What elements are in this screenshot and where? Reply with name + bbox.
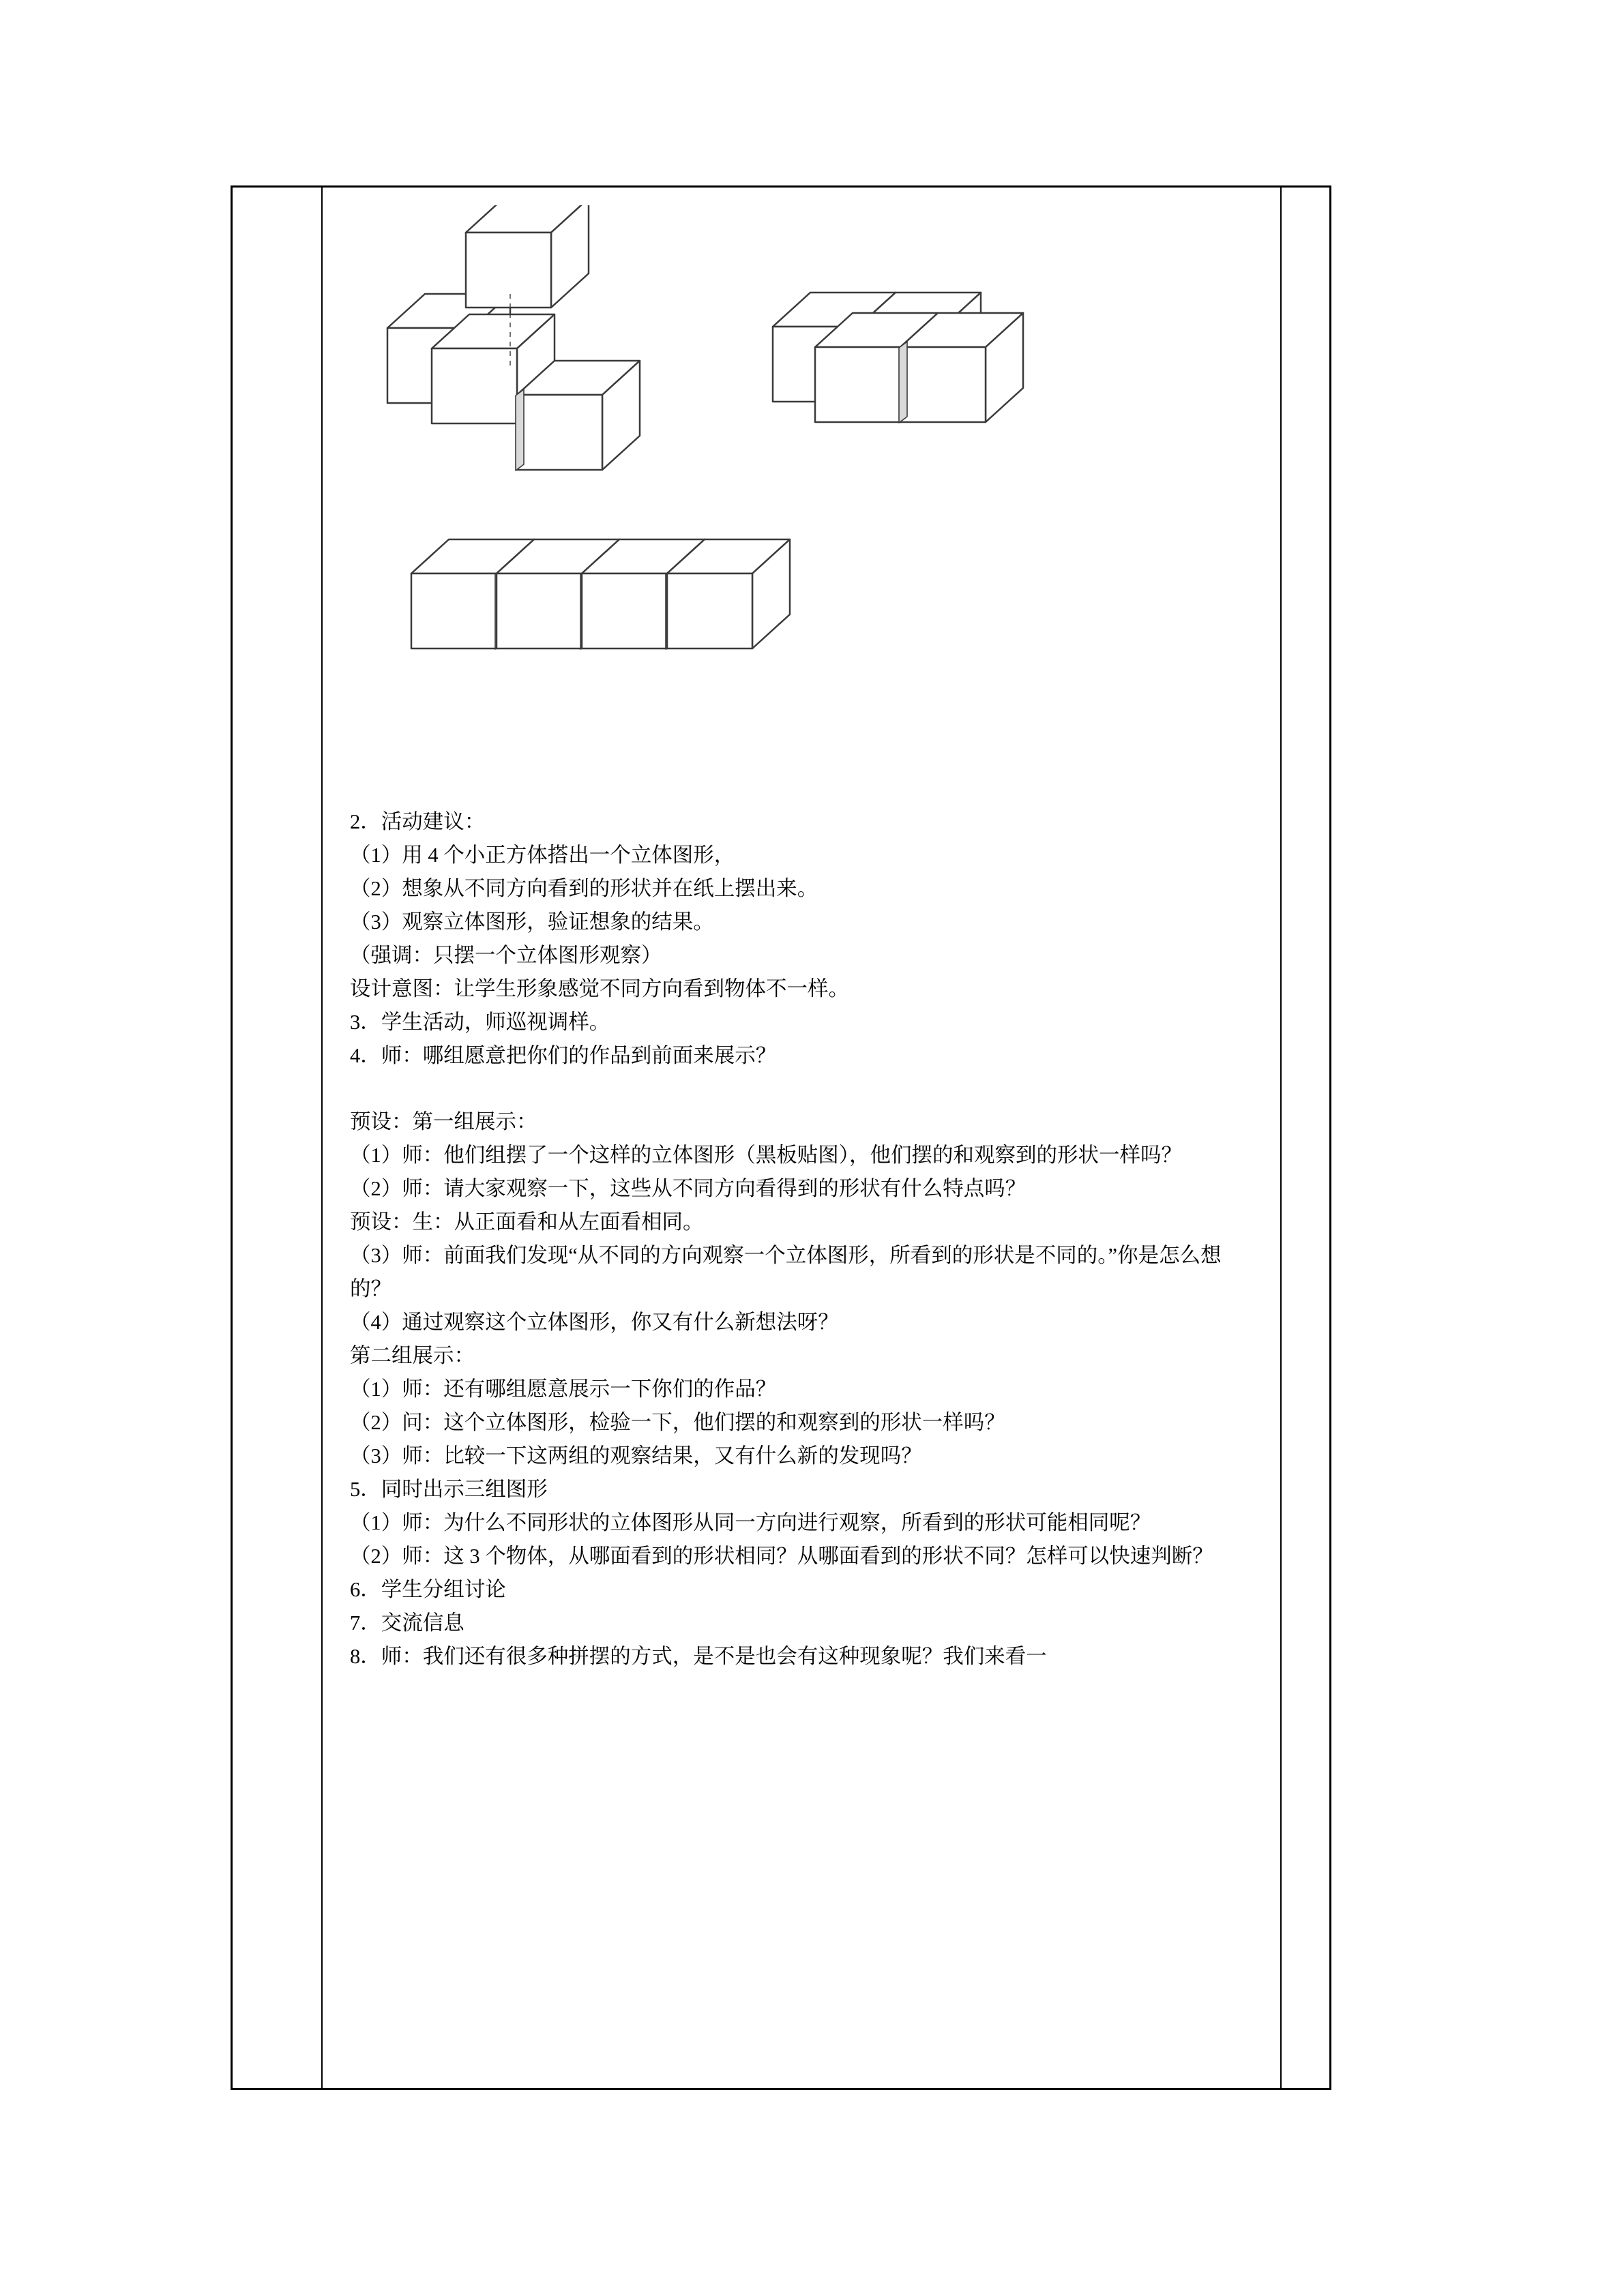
paragraph: （3）师：比较一下这两组的观察结果，又有什么新的发现吗？ bbox=[350, 1444, 922, 1467]
paragraph: （3）观察立体图形，验证想象的结果。 bbox=[350, 910, 714, 934]
figure1-cube-lower-right bbox=[517, 361, 640, 470]
paragraph: 5．同时出示三组图形 bbox=[350, 1478, 548, 1501]
paragraph: （强调：只摆一个立体图形观察） bbox=[350, 944, 662, 967]
cube-figures-svg bbox=[350, 205, 1305, 805]
paragraph: （4）通过观察这个立体图形，你又有什么新想法呀？ bbox=[350, 1311, 839, 1334]
figure3-cube-4 bbox=[667, 539, 790, 648]
paragraph: （1）师：还有哪组愿意展示一下你们的作品？ bbox=[350, 1377, 777, 1401]
paragraph: （2）问：这个立体图形，检验一下，他们摆的和观察到的形状一样吗？ bbox=[350, 1411, 1005, 1434]
paragraph: 设计意图：让学生形象感觉不同方向看到物体不一样。 bbox=[350, 977, 849, 1000]
paragraph: 3．学生活动，师巡视调样。 bbox=[350, 1011, 610, 1034]
cube-figures bbox=[350, 205, 1253, 805]
figure2-cube-4-front-right bbox=[900, 313, 1023, 422]
paragraph-spacer bbox=[350, 1073, 1253, 1105]
paragraph: （3）师：前面我们发现“从不同的方向观察一个立体图形，所看到的形状是不同的。”你是怎么想的？ bbox=[350, 1244, 1222, 1300]
paragraph: （2）师：这 3 个物体，从哪面看到的形状相同？从哪面看到的形状不同？怎样可以快速判断？ bbox=[350, 1545, 1213, 1568]
paragraph: 第二组展示： bbox=[350, 1344, 475, 1367]
paragraph: （1）用 4 个小正方体搭出一个立体图形， bbox=[350, 844, 735, 867]
figure1-cube-top bbox=[466, 205, 589, 308]
paragraph: （1）师：为什么不同形状的立体图形从同一方向进行观察，所看到的形状可能相同呢？ bbox=[350, 1511, 1151, 1534]
paragraph: （2）师：请大家观察一下，这些从不同方向看得到的形状有什么特点吗？ bbox=[350, 1177, 1027, 1200]
paragraph: （1）师：他们组摆了一个这样的立体图形（黑板贴图），他们摆的和观察到的形状一样吗？ bbox=[350, 1144, 1182, 1167]
paragraph: 2．活动建议： bbox=[350, 810, 486, 833]
paragraph: 预设：第一组展示： bbox=[350, 1110, 537, 1133]
paragraph: 8．师：我们还有很多种拼摆的方式，是不是也会有这种现象呢？我们来看一 bbox=[350, 1645, 1047, 1668]
lesson-plan-table bbox=[231, 185, 1331, 2090]
lesson-body-part2 bbox=[350, 1105, 1253, 1673]
table-column-left bbox=[233, 188, 323, 2088]
paragraph: （2）想象从不同方向看到的形状并在纸上摆出来。 bbox=[350, 877, 818, 900]
paragraph: 7．交流信息 bbox=[350, 1611, 464, 1635]
table-column-main bbox=[323, 188, 1280, 2088]
paragraph: 4．师：哪组愿意把你们的作品到前面来展示？ bbox=[350, 1044, 777, 1067]
paragraph: 6．学生分组讨论 bbox=[350, 1578, 506, 1601]
lesson-body-part1 bbox=[350, 805, 1253, 1073]
paragraph: 预设：生：从正面看和从左面看相同。 bbox=[350, 1210, 704, 1234]
